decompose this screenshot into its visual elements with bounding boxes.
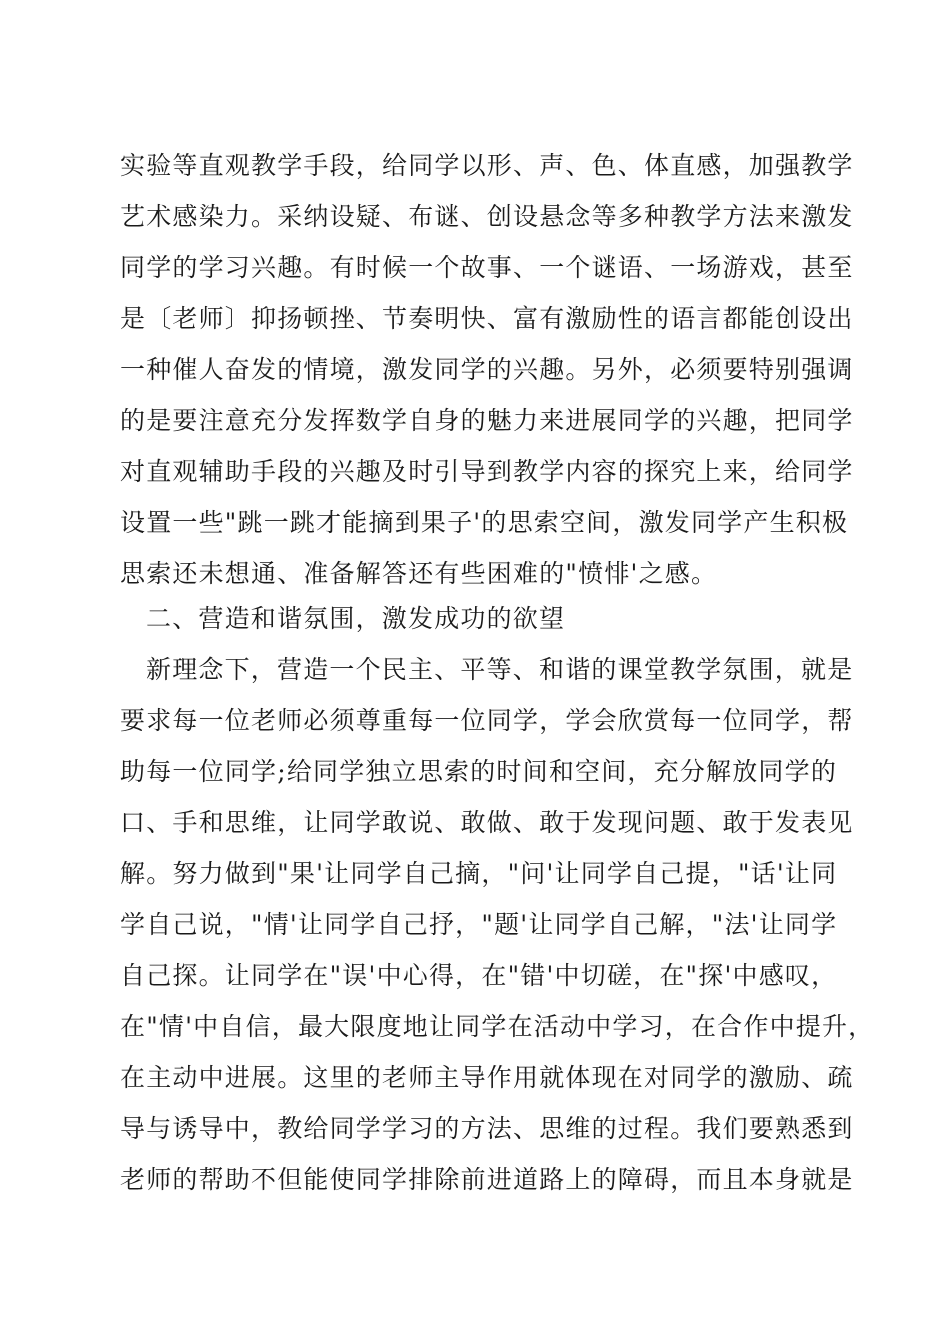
text-line: 是〔老师〕抑扬顿挫、节奏明快、富有激励性的语言都能创设出 xyxy=(120,304,854,333)
text-line: 在"情'中自信，最大限度地让同学在活动中学习，在合作中提升， xyxy=(120,1012,875,1041)
text-line: 艺术感染力。采纳设疑、布谜、创设悬念等多种教学方法来激发 xyxy=(120,202,854,231)
text-line: 助每一位同学;给同学独立思索的时间和空间，充分解放同学的 xyxy=(120,757,838,786)
text-line: 解。努力做到"果'让同学自己摘，"问'让同学自己提，"话'让同 xyxy=(120,859,838,888)
text-line: 的是要注意充分发挥数学自身的魅力来进展同学的兴趣，把同学 xyxy=(120,406,854,435)
section-heading: 二、营造和谐氛围，激发成功的欲望 xyxy=(146,604,566,633)
text-line: 要求每一位老师必须尊重每一位同学，学会欣赏每一位同学，帮 xyxy=(120,706,854,735)
text-line: 一种催人奋发的情境，激发同学的兴趣。另外，必须要特别强调 xyxy=(120,355,854,384)
text-line: 同学的学习兴趣。有时候一个故事、一个谜语、一场游戏，甚至 xyxy=(120,253,854,282)
text-line: 老师的帮助不但能使同学排除前进道路上的障碍，而且本身就是 xyxy=(120,1165,854,1194)
text-line: 在主动中进展。这里的老师主导作用就体现在对同学的激励、疏 xyxy=(120,1063,854,1092)
text-line: 学自己说，"情'让同学自己抒，"题'让同学自己解，"法'让同学 xyxy=(120,910,838,939)
text-line: 实验等直观教学手段，给同学以形、声、色、体直感，加强教学 xyxy=(120,151,854,180)
text-line: 自己探。让同学在"误'中心得，在"错'中切磋，在"探'中感叹， xyxy=(120,961,838,990)
text-line: 导与诱导中，教给同学学习的方法、思维的过程。我们要熟悉到 xyxy=(120,1114,854,1143)
text-line: 设置一些"跳一跳才能摘到果子'的思索空间，激发同学产生积极 xyxy=(120,508,849,537)
text-line: 思索还未想通、准备解答还有些困难的"愤悱'之感。 xyxy=(120,559,718,588)
paragraph-first-line: 新理念下，营造一个民主、平等、和谐的课堂教学氛围，就是 xyxy=(146,655,854,684)
text-line: 对直观辅助手段的兴趣及时引导到教学内容的探究上来，给同学 xyxy=(120,457,854,486)
text-line: 口、手和思维，让同学敢说、敢做、敢于发现问题、敢于发表见 xyxy=(120,808,854,837)
